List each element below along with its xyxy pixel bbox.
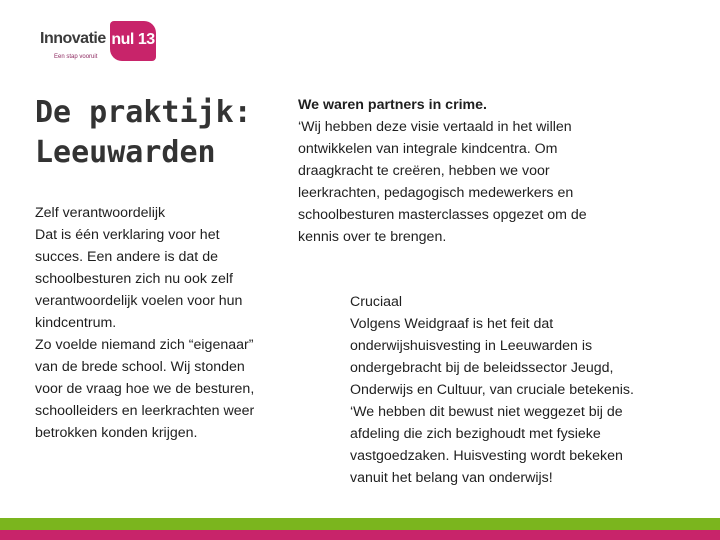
left-heading: Zelf verantwoordelijk: [35, 205, 166, 221]
right-bottom-text-block: [350, 291, 690, 489]
right-top-line: kennis over te brengen.: [298, 229, 447, 245]
left-text-block: [35, 202, 287, 444]
right-bottom-line: ‘We hebben dit bewust niet weggezet bij de: [350, 404, 623, 420]
left-line: succes. Een andere is dat de: [35, 249, 218, 265]
left-line: verantwoordelijk voelen voor hun: [35, 293, 243, 309]
footer-magenta-stripe: [0, 530, 720, 540]
title-line-1: De praktijk:: [35, 95, 252, 130]
logo-tagline: Een stap vooruit: [54, 54, 98, 60]
right-top-line: ontwikkelen van integrale kindcentra. Om: [298, 141, 558, 157]
logo-badge: [110, 21, 156, 61]
right-top-line: schoolbesturen masterclasses opgezet om de: [298, 207, 587, 223]
right-bottom-line: Onderwijs en Cultuur, van cruciale betekenis.: [350, 382, 634, 398]
right-top-heading: We waren partners in crime.: [298, 97, 487, 113]
right-top-line: ‘Wij hebben deze visie vertaald in het willen: [298, 119, 572, 135]
right-bottom-line: onderwijshuisvesting in Leeuwarden is: [350, 338, 593, 354]
right-bottom-line: Volgens Weidgraaf is het feit dat: [350, 316, 554, 332]
footer-green-stripe: [0, 518, 720, 530]
right-top-line: draagkracht te creëren, hebben we voor: [298, 163, 550, 179]
right-top-text-block: [298, 94, 648, 248]
right-bottom-line: vanuit het belang van onderwijs!: [350, 470, 553, 486]
logo-wordmark: Innovatie: [40, 30, 106, 47]
right-bottom-line: vastgoedzaken. Huisvesting wordt bekeken: [350, 448, 623, 464]
left-line: Zo voelde niemand zich “eigenaar”: [35, 337, 254, 353]
right-bottom-heading: Cruciaal: [350, 294, 403, 310]
left-line: betrokken konden krijgen.: [35, 425, 198, 441]
right-bottom-line: ondergebracht bij de beleidssector Jeugd,: [350, 360, 614, 376]
left-line: kindcentrum.: [35, 315, 117, 331]
right-bottom-line: afdeling die zich bezighoudt met fysieke: [350, 426, 601, 442]
logo-badge-text: nul 13: [111, 31, 155, 48]
right-top-line: leerkrachten, pedagogisch medewerkers en: [298, 185, 574, 201]
innovatie-logo: [40, 18, 160, 66]
left-line: van de brede school. Wij stonden: [35, 359, 245, 375]
title-line-2: Leeuwarden: [35, 135, 216, 170]
page-title: [35, 93, 275, 173]
left-line: schoolbesturen zich nu ook zelf: [35, 271, 233, 287]
left-line: voor de vraag hoe we de besturen,: [35, 381, 255, 397]
left-line: schoolleiders en leerkrachten weer: [35, 403, 255, 419]
left-line: Dat is één verklaring voor het: [35, 227, 220, 243]
